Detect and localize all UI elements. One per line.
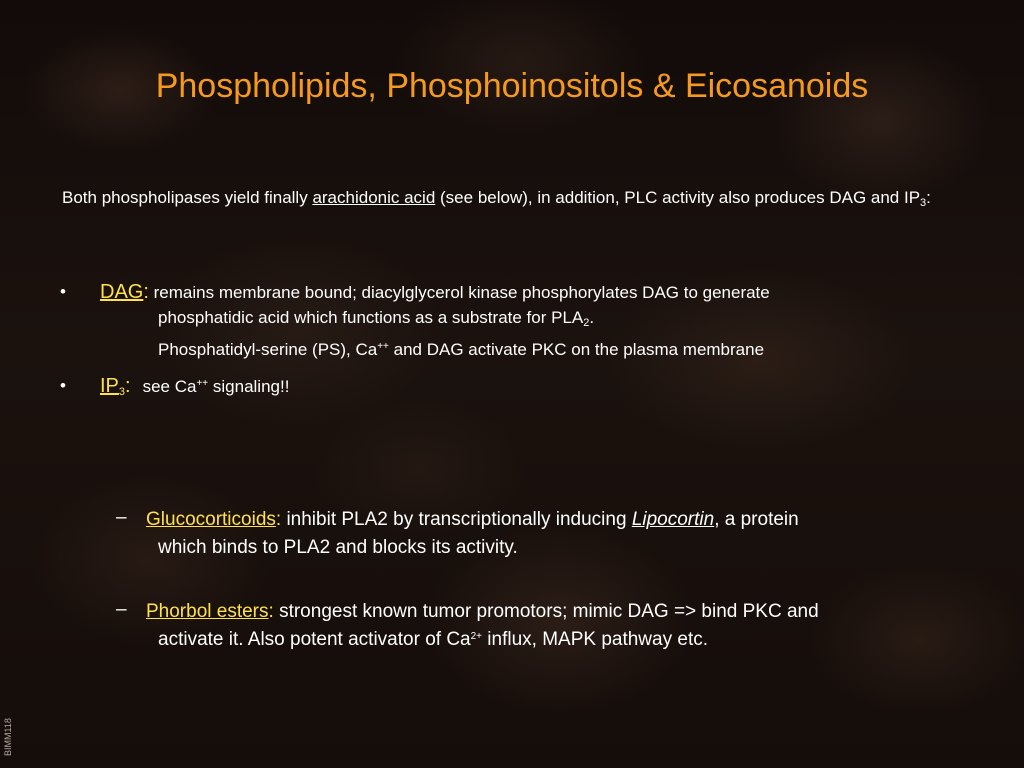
phorbol-term-link[interactable]: Phorbol esters (146, 601, 269, 622)
bullet-dag-symbol: • (60, 282, 66, 301)
side-slide-code: BIMM118 (3, 718, 13, 756)
dag-line3-sup: ++ (377, 341, 389, 352)
dag-line2-sub: 2 (583, 317, 590, 329)
intro-subscript: 3 (920, 197, 927, 209)
gluco-term-link[interactable]: Glucocorticoids (146, 509, 276, 530)
dag-line2-end: . (589, 308, 595, 327)
ip3-term-sub: 3 (118, 386, 126, 398)
arachidonic-acid-link[interactable]: arachidonic acid (312, 188, 436, 207)
ip3-text-sup: ++ (196, 378, 209, 389)
dag-bullet-line3 (158, 338, 958, 362)
intro-text-end: : (926, 188, 931, 207)
ip3-term-link[interactable]: IP (100, 375, 119, 397)
gluco-pre: inhibit PLA2 by transcriptionally inducing (281, 509, 632, 530)
intro-text-pre: Both phospholipases yield finally (62, 188, 313, 207)
slide-title: Phospholipids, Phosphoinositols & Eicosanoids (155, 67, 869, 105)
phorbol-line1-text: strongest known tumor promotors; mimic DAG => bind PKC and (273, 601, 819, 622)
ip3-colon: : (125, 375, 131, 397)
phorbol-line2-pre: activate it. Also potent activator of Ca (158, 629, 471, 650)
dash-gluco: – (116, 507, 127, 528)
gluco-line2: which binds to PLA2 and blocks its activity. (158, 537, 518, 558)
ip3-text-pre: see Ca (142, 377, 197, 396)
intro-paragraph (62, 186, 1010, 215)
dag-line3-post: and DAG activate PKC on the plasma membrane (388, 340, 765, 359)
dag-line2-text: phosphatidic acid which functions as a substrate for PLA (158, 308, 584, 327)
dag-line1-text: remains membrane bound; diacylglycerol kinase phosphorylates DAG to generate (148, 283, 770, 302)
phorbol-line2-sup: 2+ (470, 631, 483, 642)
dash-phorbol: – (116, 599, 127, 620)
bullet-ip3-symbol: • (60, 376, 66, 395)
gluco-line1 (146, 506, 966, 534)
lipocortin-link[interactable]: Lipocortin (631, 509, 715, 530)
phorbol-line1 (146, 598, 966, 626)
gluco-post: , a protein (714, 509, 799, 530)
phorbol-line2 (158, 626, 958, 654)
dag-colon: : (143, 281, 149, 303)
intro-text-post: (see below), in addition, PLC activity also produces DAG and IP (435, 188, 921, 207)
ip3-bullet (100, 374, 960, 404)
ip3-text-post: signaling!! (208, 377, 290, 396)
phorbol-colon: : (268, 601, 274, 622)
phorbol-line2-post: influx, MAPK pathway etc. (482, 629, 709, 650)
dag-line3-pre: Phosphatidyl-serine (PS), Ca (158, 340, 378, 359)
dag-bullet-line2 (158, 306, 958, 335)
dag-bullet-line1 (100, 280, 960, 305)
dag-term-link[interactable]: DAG (100, 281, 144, 303)
gluco-colon: : (275, 509, 282, 530)
